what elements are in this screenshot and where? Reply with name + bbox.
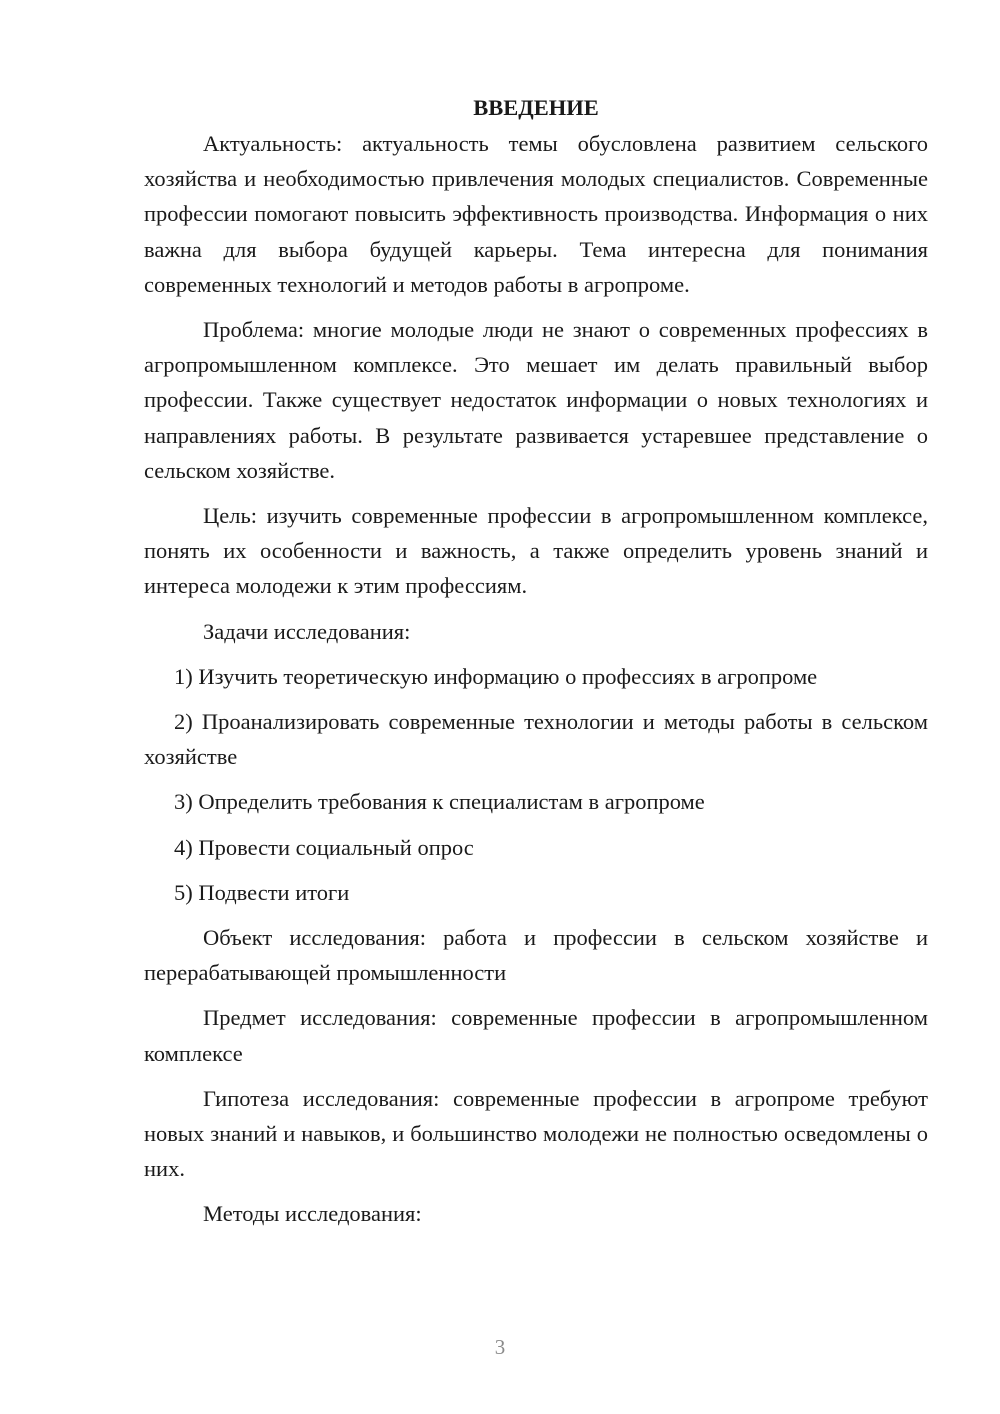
page-number: 3: [494, 1335, 506, 1359]
page-content: [144, 90, 928, 1242]
methods-paragraph: Методы исследования:: [203, 1201, 422, 1227]
relevance-paragraph: Актуальность: актуальность темы обусловлена развитием сельского хозяйства и необходимостью привлечения молодых специалистов. Современные профессии помогают повысить эффективность производства. Информация о них важна для выбора будущей карьеры. Тема интересна для понимания современных технологий и методов работы в агропроме.: [144, 131, 928, 297]
hypothesis-paragraph: Гипотеза исследования: современные профессии в агропроме требуют новых знаний и навыков, и большинство молодежи не полностью осведомлены о них.: [144, 1085, 928, 1182]
task-item-1: 1) Изучить теоретическую информацию о профессиях в агропроме: [174, 663, 818, 689]
subject-paragraph: Предмет исследования: современные профессии в агропромышленном комплексе: [144, 1005, 928, 1066]
goal-paragraph: Цель: изучить современные профессии в агропромышленном комплексе, понять их особенности и важность, а также определить уровень знаний и интереса молодежи к этим профессиям.: [144, 503, 928, 599]
section-title: ВВЕДЕНИЕ: [473, 95, 599, 120]
task-item-4: 4) Провести социальный опрос: [174, 834, 474, 860]
task-item-3: 3) Определить требования к специалистам в агропроме: [174, 789, 705, 815]
problem-paragraph: Проблема: многие молодые люди не знают о современных профессиях в агропромышленном комплексе. Это мешает им делать правильный выбор профессии. Также существует недостаток информации о новых технологиях и направлениях работы. В результате развивается устаревшее представление о сельском хозяйстве.: [144, 317, 928, 483]
task-item-2: 2) Проанализировать современные технологии и методы работы в сельском хозяйстве: [144, 709, 928, 770]
object-paragraph: Объект исследования: работа и профессии в сельском хозяйстве и перерабатывающей промышленности: [144, 925, 928, 986]
tasks-heading: Задачи исследования:: [203, 618, 411, 644]
task-item-5: 5) Подвести итоги: [174, 879, 350, 905]
